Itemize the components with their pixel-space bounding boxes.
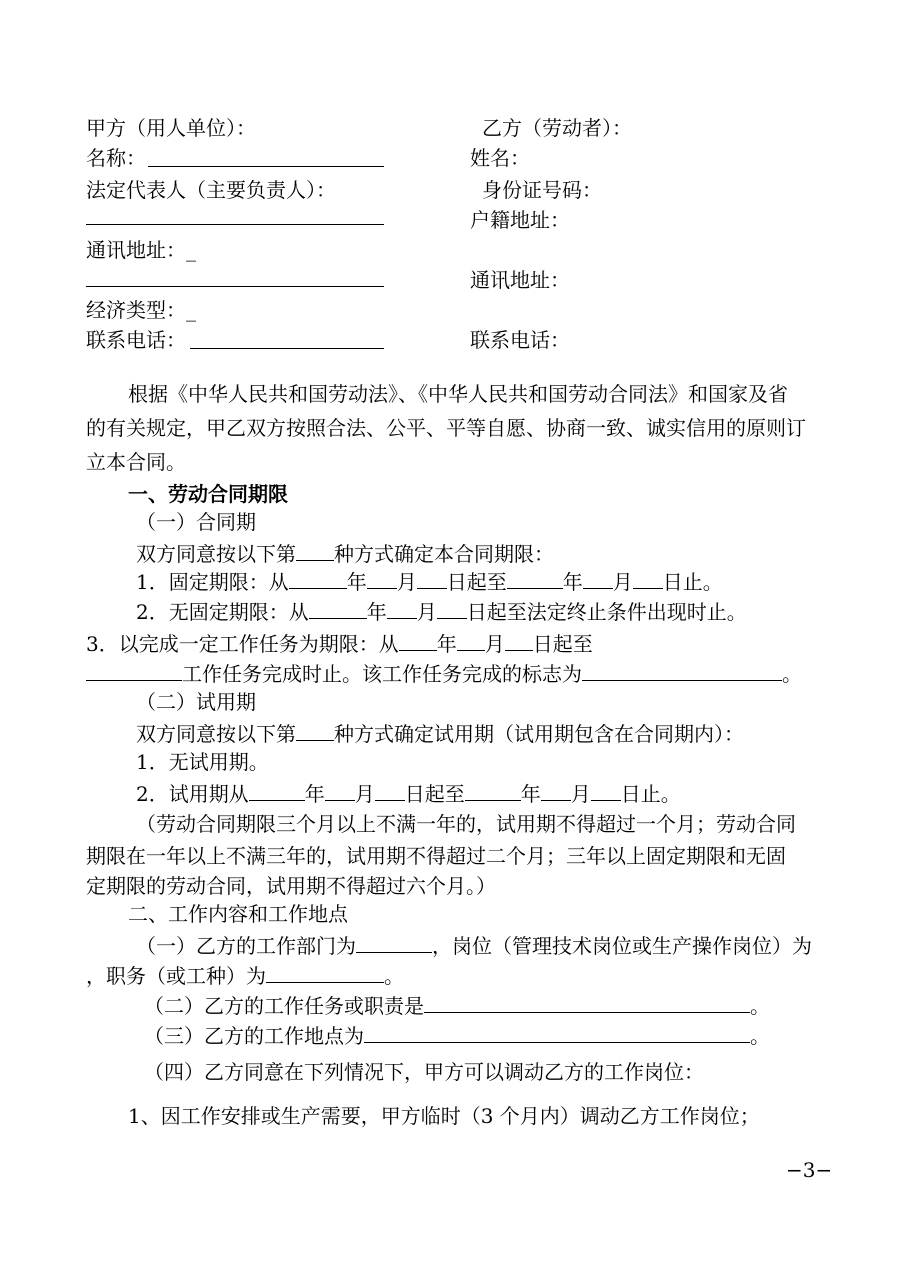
work-dept-line: （一）乙方的工作部门为 ，岗位（管理技术岗位或生产操作岗位）为 [136,934,812,958]
trial-period-intro: 双方同意按以下第 种方式确定试用期（试用期包含在合同期内）： [136,722,744,746]
party-a-name-blank [148,166,384,167]
party-b-name-label: 姓名： [470,146,530,170]
party-a-legal-rep-label: 法定代表人（主要负责人）： [86,178,336,202]
fixed-term-item: 1．固定期限：从 年 月 日起至 年 月 日止。 [136,570,723,594]
temp-transfer-line: 1、因工作安排或生产需要，甲方临时（3 个月内）调动乙方工作岗位； [128,1104,760,1128]
party-b-id-label: 身份证号码： [482,178,602,202]
trial-period-subtitle: （二）试用期 [136,690,256,714]
trial-note-line-1: （劳动合同期限三个月以上不满一年的，试用期不得超过一个月；劳动合同 [136,812,796,836]
contract-term-intro: 双方同意按以下第 种方式确定本合同期限： [136,542,554,566]
contract-term-subtitle: （一）合同期 [136,510,256,534]
party-a-name-label: 名称： [86,146,146,170]
trial-dates-item: 2．试用期从 年 月 日起至 年 月 日止。 [136,782,681,806]
duties-line: （二）乙方的工作任务或职责是 。 [144,994,770,1018]
job-title-line: ，职务（或工种）为 。 [86,964,404,988]
party-b-heading: 乙方（劳动者）： [482,116,632,140]
party-a-econ-type-label: 经济类型：_ [86,298,196,322]
intro-line-2: 的有关规定，甲乙双方按照合法、公平、平等自愿、协商一致、诚实信用的原则订 [86,416,806,440]
party-a-address-blank [86,286,384,287]
trial-note-line-2: 期限在一年以上不满三年的，试用期不得超过二个月；三年以上固定期限和无固 [86,844,786,868]
party-b-hukou-label: 户籍地址： [470,208,570,232]
open-term-item: 2．无固定期限：从 年 月 日起至法定终止条件出现时止。 [136,600,747,624]
intro-line-1: 根据《中华人民共和国劳动法》、《中华人民共和国劳动合同法》和国家及省 [128,382,788,406]
job-transfer-line: （四）乙方同意在下列情况下，甲方可以调动乙方的工作岗位： [144,1060,704,1084]
section-1-title: 一、劳动合同期限 [128,482,288,506]
trial-note-line-3: 定期限的劳动合同，试用期不得超过六个月。） [86,874,496,898]
party-b-phone-label: 联系电话： [470,328,570,352]
task-term-item: 3．以完成一定工作任务为期限：从 年 月 日起至 [86,632,593,656]
page-number: −3− [786,1158,833,1182]
no-trial-item: 1．无试用期。 [136,750,269,774]
party-b-address-label: 通讯地址： [470,268,570,292]
section-2-title: 二、工作内容和工作地点 [128,902,348,926]
task-term-continuation: 工作任务完成时止。该工作任务完成的标志为 。 [86,662,802,684]
party-a-phone-blank [190,348,384,349]
party-a-address-label: 通讯地址：_ [86,238,196,262]
intro-line-3: 立本合同。 [86,450,186,474]
party-a-heading: 甲方（用人单位）： [86,116,256,140]
party-a-legal-rep-blank [86,224,384,225]
work-location-line: （三）乙方的工作地点为 。 [144,1024,770,1048]
party-a-phone-label: 联系电话： [86,328,186,352]
